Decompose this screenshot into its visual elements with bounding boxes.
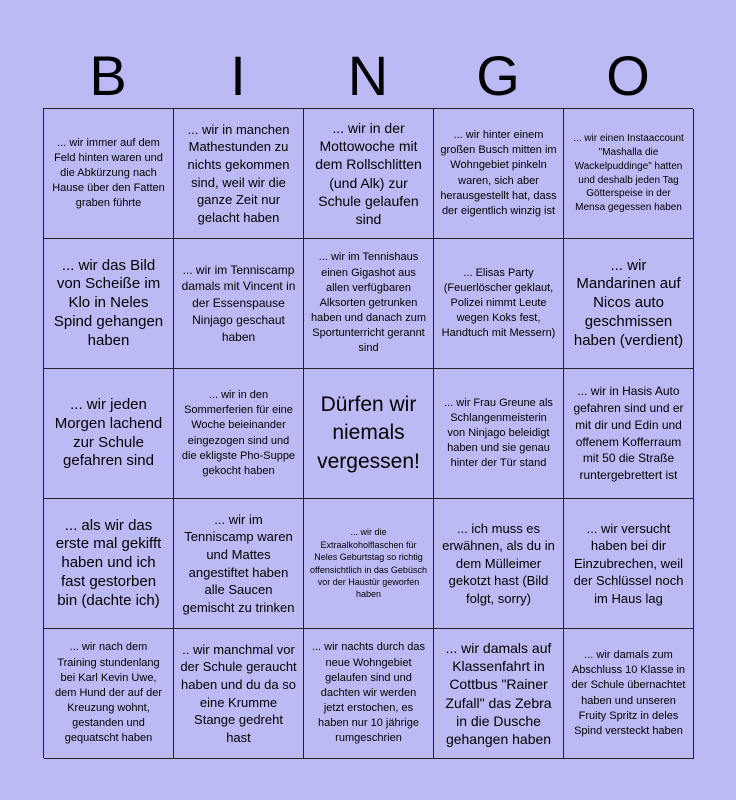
bingo-cell[interactable]: ... wir versucht haben bei dir Einzubrechen, weil der Schlüssel noch im Haus lag: [564, 499, 694, 629]
bingo-cell[interactable]: ... wir nachts durch das neue Wohngebiet gelaufen sind und dachten wir werden jetzt erstochen, es haben nur 10 jährige rumgeschrien: [304, 629, 434, 759]
bingo-cell[interactable]: ... wir im Tenniscamp waren und Mattes angestiftet haben alle Saucen gemischt zu trinken: [174, 499, 304, 629]
bingo-cell[interactable]: ... wir Frau Greune als Schlangenmeisterin von Ninjago beleidigt haben und sie genau hinter der Tür stand: [434, 369, 564, 499]
bingo-cell[interactable]: ... ich muss es erwähnen, als du in dem Mülleimer gekotzt hast (Bild folgt, sorry): [434, 499, 564, 629]
bingo-cell[interactable]: ... wir in der Mottowoche mit dem Rollschlitten (und Alk) zur Schule gelaufen sind: [304, 109, 434, 239]
header-letter-g: G: [476, 44, 520, 107]
bingo-cell[interactable]: ... wir im Tenniscamp damals mit Vincent in der Essenspause Ninjago geschaut haben: [174, 239, 304, 369]
bingo-cell[interactable]: .. wir manchmal vor der Schule geraucht haben und du da so eine Krumme Stange gedreht hast: [174, 629, 304, 759]
bingo-board: [43, 108, 693, 758]
bingo-cell[interactable]: ... wir damals auf Klassenfahrt in Cottbus "Rainer Zufall" das Zebra in die Dusche gehangen haben: [434, 629, 564, 759]
bingo-cell[interactable]: ... wir im Tennishaus einen Gigashot aus allen verfügbaren Alksorten getrunken haben und danach zum Sportunterricht gerannt sind: [304, 239, 434, 369]
header-letter-o: O: [606, 44, 650, 107]
bingo-cell[interactable]: ... wir in den Sommerferien für eine Woche beieinander eingezogen sind und die ekligste Pho-Suppe gekocht haben: [174, 369, 304, 499]
bingo-cell[interactable]: ... wir die Extraalkoholflaschen für Neles Geburtstag so richtig offensichtlich in das Gebüsch vor der Haustür geworfen haben: [304, 499, 434, 629]
bingo-cell[interactable]: ... wir hinter einem großen Busch mitten im Wohngebiet pinkeln waren, sich aber herausgestellt hat, dass der eigentlich winzig ist: [434, 109, 564, 239]
bingo-cell[interactable]: ... wir Mandarinen auf Nicos auto geschmissen haben (verdient): [564, 239, 694, 369]
free-space-cell[interactable]: Dürfen wir niemals vergessen!: [304, 369, 434, 499]
header-letter-i: I: [230, 44, 246, 107]
bingo-cell[interactable]: ... wir jeden Morgen lachend zur Schule gefahren sind: [44, 369, 174, 499]
bingo-cell[interactable]: ... wir in Hasis Auto gefahren sind und er mit dir und Edin und offenem Kofferraum mit 50 die Straße runtergebrettert ist: [564, 369, 694, 499]
bingo-cell[interactable]: ... wir nach dem Training stundenlang bei Karl Kevin Uwe, dem Hund der auf der Kreuzung wohnt, gestanden und gequatscht haben: [44, 629, 174, 759]
bingo-cell[interactable]: ... wir damals zum Abschluss 10 Klasse in der Schule übernachtet haben und unseren Fruity Spritz in deles Spind versteckt haben: [564, 629, 694, 759]
bingo-cell[interactable]: ... wir das Bild von Scheiße im Klo in Neles Spind gehangen haben: [44, 239, 174, 369]
bingo-cell[interactable]: ... wir einen Instaaccount "Mashalla die Wackelpuddinge" hatten und deshalb jeden Tag Götterspeise in der Mensa gegessen haben: [564, 109, 694, 239]
bingo-cell[interactable]: ... wir in manchen Mathestunden zu nichts gekommen sind, weil wir die ganze Zeit nur gelacht haben: [174, 109, 304, 239]
bingo-cell[interactable]: ... wir immer auf dem Feld hinten waren und die Abkürzung nach Hause über den Fatten graben führte: [44, 109, 174, 239]
bingo-cell[interactable]: ... als wir das erste mal gekifft haben und ich fast gestorben bin (dachte ich): [44, 499, 174, 629]
header-letter-n: N: [347, 44, 389, 107]
header-letter-b: B: [89, 44, 127, 107]
bingo-header: [43, 44, 693, 108]
bingo-cell[interactable]: ... Elisas Party (Feuerlöscher geklaut, Polizei nimmt Leute wegen Koks fest, Handtuch mit Messern): [434, 239, 564, 369]
